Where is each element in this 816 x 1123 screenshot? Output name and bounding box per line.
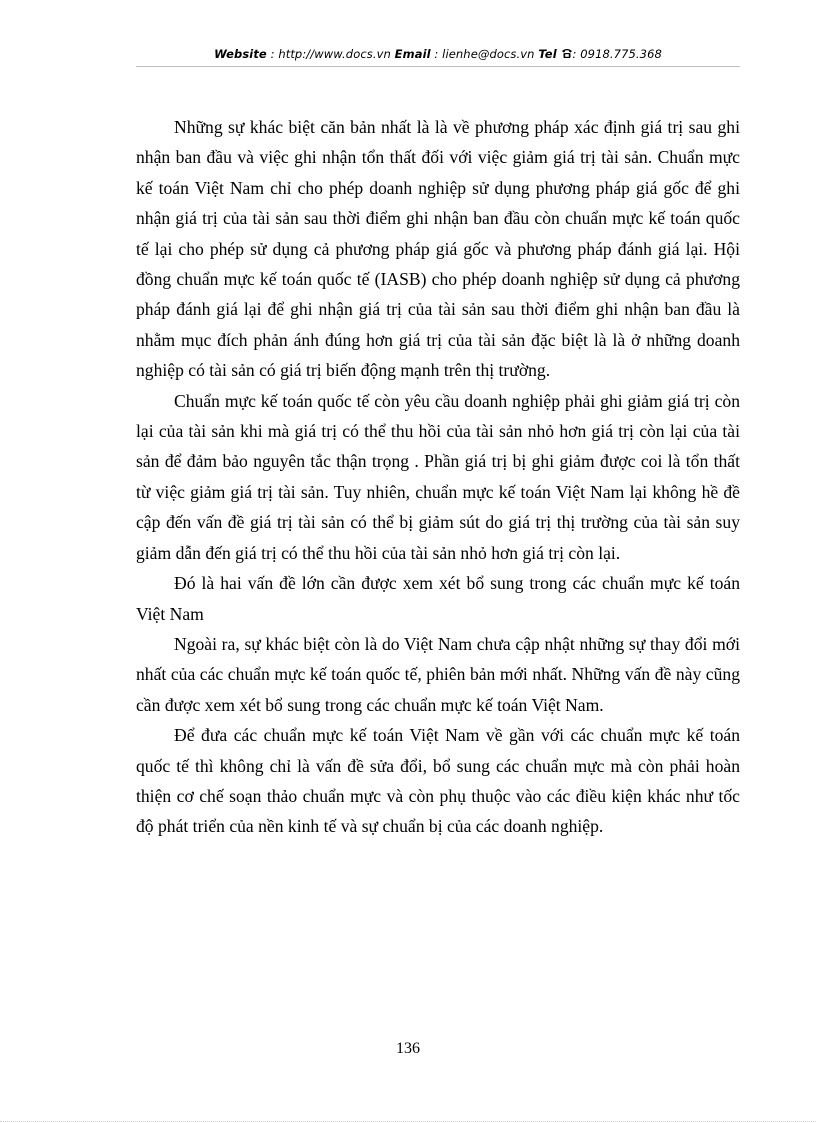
footer-divider — [0, 1121, 816, 1122]
website-label: Website — [214, 47, 267, 61]
email-label: Email — [394, 47, 431, 61]
paragraph: Chuẩn mực kế toán quốc tế còn yêu cầu doanh nghiệp phải ghi giảm giá trị còn lại của tài sản khi mà giá trị có thể thu hồi của tài sản nhỏ hơn giá trị còn lại của tài sản để đảm bảo nguyên tắc thận trọng . Phần giá trị bị ghi giảm được coi là tổn thất từ việc giảm giá trị tài sản. Tuy nhiên, chuẩn mực kế toán Việt Nam lại không hề đề cập đến vấn đề giá trị tài sản có thể bị giảm sút do giá trị thị trường của tài sản suy giảm dẫn đến giá trị có thể thu hồi của tài sản nhỏ hơn giá trị còn lại. — [136, 390, 740, 563]
website-link[interactable]: http://www.docs.vn — [278, 47, 391, 61]
header-divider — [136, 66, 740, 67]
document-body — [136, 112, 740, 842]
paragraph: Ngoài ra, sự khác biệt còn là do Việt Nam chưa cập nhật những sự thay đổi mới nhất của các chuẩn mực kế toán quốc tế, phiên bản mới nhất. Những vấn đề này cũng cần được xem xét bổ sung trong các chuẩn mực kế toán Việt Nam. — [136, 633, 740, 715]
paragraph: Đó là hai vấn đề lớn cần được xem xét bổ sung trong các chuẩn mực kế toán Việt Nam — [136, 573, 740, 624]
email-link[interactable]: lienhe@docs.vn — [442, 47, 535, 61]
page-number: 136 — [396, 1040, 420, 1057]
phone-number: 0918.775.368 — [580, 47, 662, 61]
paragraph: Để đưa các chuẩn mực kế toán Việt Nam về gần với các chuẩn mực kế toán quốc tế thì không chỉ là vấn đề sửa đổi, bổ sung các chuẩn mực mà còn phải hoàn thiện cơ chế soạn thảo chuẩn mực và còn phụ thuộc vào các điều kiện khác như tốc độ phát triển của nền kinh tế và sự chuẩn bị của các doanh nghiệp. — [136, 725, 740, 837]
page-header: Website : http://www.docs.vn Email : lienhe@docs.vn Tel : 0918.775.368 — [214, 47, 662, 61]
tel-label: Tel — [538, 47, 557, 61]
phone-icon — [561, 48, 573, 62]
paragraph: Những sự khác biệt căn bản nhất là là về phương pháp xác định giá trị sau ghi nhận ban đầu và việc ghi nhận tổn thất đối với việc giảm giá trị tài sản. Chuẩn mực kế toán Việt Nam chỉ cho phép doanh nghiệp sử dụng phương pháp giá gốc để ghi nhận giá trị của tài sản sau thời điểm ghi nhận ban đầu còn chuẩn mực kế toán quốc tế lại cho phép sử dụng cả phương pháp giá gốc và phương pháp đánh giá lại. Hội đồng chuẩn mực kế toán quốc tế (IASB) cho phép doanh nghiệp sử dụng cả phương pháp đánh giá lại để ghi nhận giá trị của tài sản sau thời điểm ghi nhận ban đầu là nhằm mục đích phản ánh đúng hơn giá trị của tài sản đặc biệt là là ở những doanh nghiệp có tài sản có giá trị biến động mạnh trên thị trường. — [136, 117, 740, 381]
